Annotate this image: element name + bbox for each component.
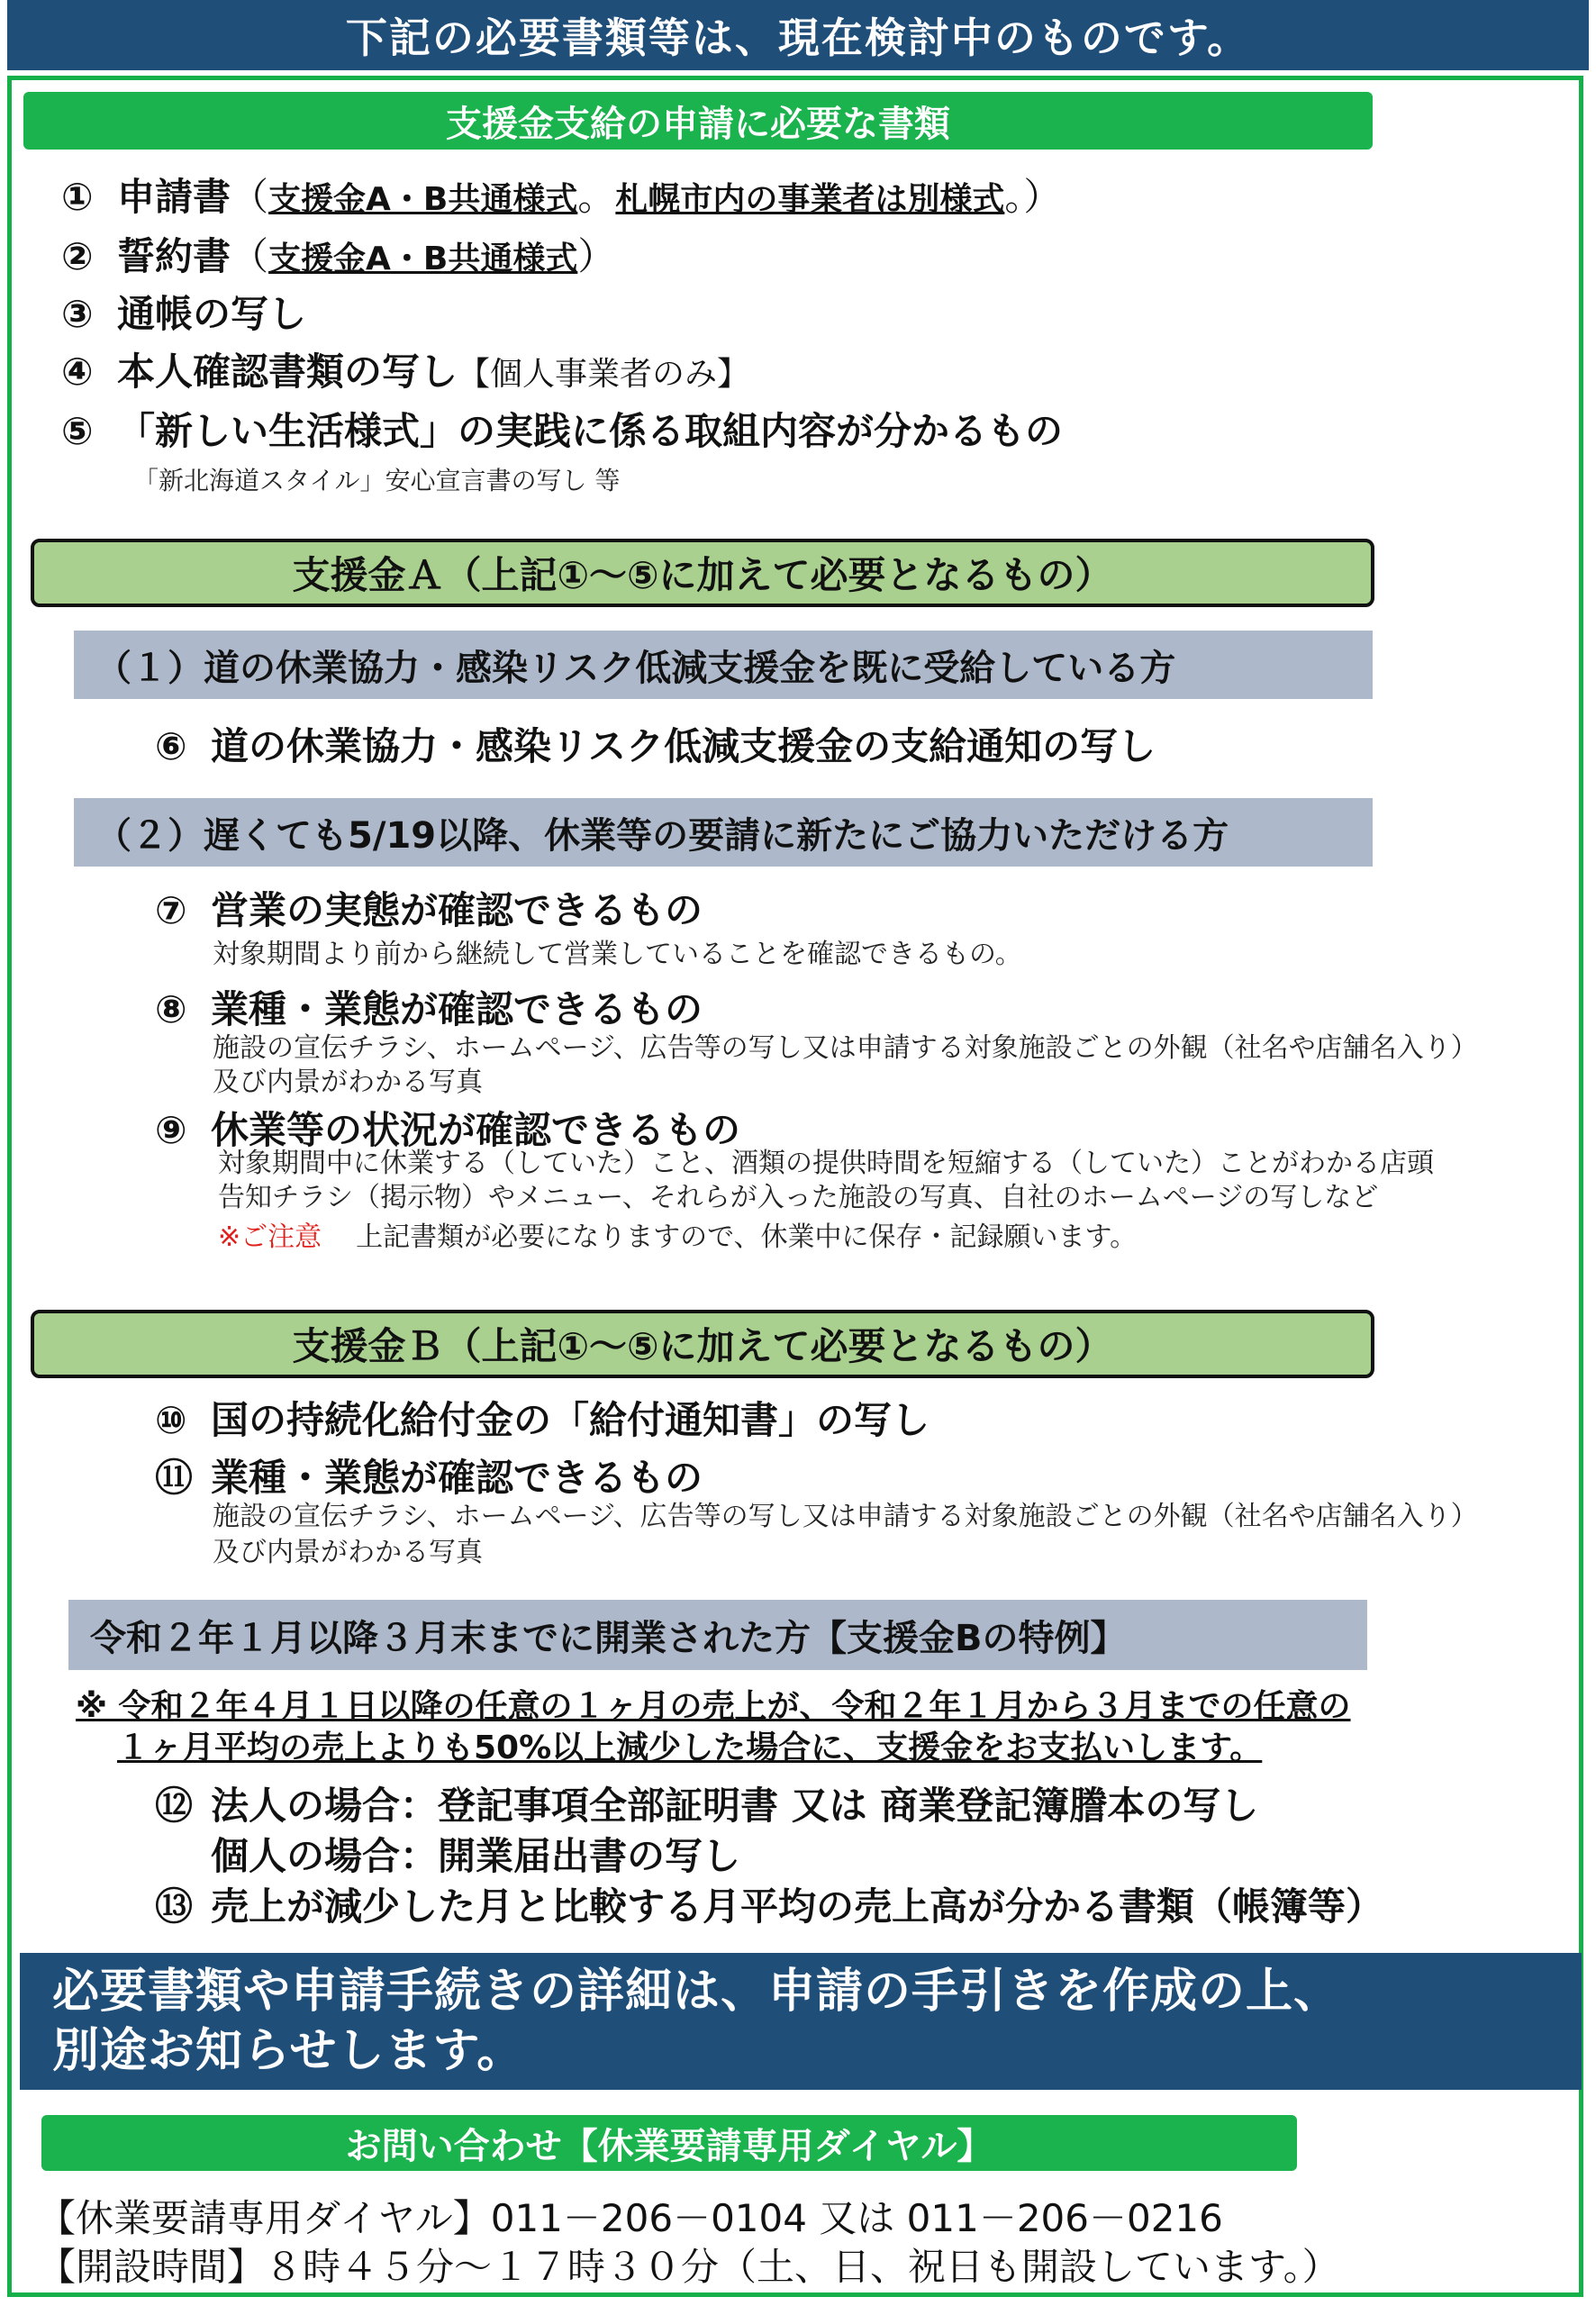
special-case-note-2: １ヶ月平均の売上よりも50%以上減少した場合に、支援金をお支払いします。 — [117, 1730, 1263, 1766]
item-2: ② 誓約書（支援金A・B共通様式） — [61, 234, 616, 278]
support-a-case2-title: （２）遅くても5/19以降、休業等の要請に新たにご協力いただける方 — [74, 798, 1373, 867]
support-b-heading: 支援金Ｂ（上記①～⑤に加えて必要となるもの） — [31, 1310, 1374, 1378]
item-1: ① 申請書（支援金A・B共通様式。札幌市内の事業者は別様式。） — [61, 175, 1062, 219]
common-docs-heading: 支援金支給の申請に必要な書類 — [23, 92, 1373, 150]
item-12: ⑫ 法人の場合：登記事項全部証明書 又は 商業登記簿謄本の写し — [155, 1784, 1259, 1828]
support-a-heading: 支援金Ａ（上記①～⑤に加えて必要となるもの） — [31, 539, 1374, 607]
details-notice-line-2: 別途お知らせします。 — [52, 2024, 525, 2078]
item-7-note: 対象期間より前から継続して営業していることを確認できるもの。 — [213, 939, 1022, 970]
item-8-note-2: 及び内景がわかる写真 — [213, 1067, 483, 1098]
contact-heading: お問い合わせ【休業要請専用ダイヤル】 — [41, 2115, 1297, 2171]
special-case-title: 令和２年１月以降３月末までに開業された方【支援金Bの特例】 — [68, 1600, 1367, 1670]
caution-label: ※ご注意 — [218, 1221, 322, 1253]
item-10: ⑩ 国の持続化給付金の「給付通知書」の写し — [155, 1398, 930, 1442]
special-case-note-1: ※ 令和２年４月１日以降の任意の１ヶ月の売上が、令和２年１月から３月までの任意の — [76, 1688, 1351, 1725]
item-11: ⑪ 業種・業態が確認できるもの — [155, 1456, 703, 1500]
item-9-note-1: 対象期間中に休業する（していた）こと、酒類の提供時間を短縮する（していた）ことがわかる店頭 — [218, 1148, 1434, 1179]
item-8-note-1: 施設の宣伝チラシ、ホームページ、広告等の写し又は申請する対象施設ごとの外観（社名や店舗名入り） — [213, 1032, 1478, 1064]
notice-banner: 下記の必要書類等は、現在検討中のものです。 — [7, 0, 1589, 70]
contact-phone-line: 【休業要請専用ダイヤル】011－206－0104 又は 011－206－0216 — [38, 2196, 1223, 2240]
support-a-case1-title: （１）道の休業協力・感染リスク低減支援金を既に受給している方 — [74, 631, 1373, 699]
item-9: ⑨ 休業等の状況が確認できるもの — [155, 1108, 741, 1152]
item-9-caution: ※ご注意 上記書類が必要になりますので、休業中に保存・記録願います。 — [218, 1221, 1138, 1253]
item-13: ⑬ 売上が減少した月と比較する月平均の売上高が分かる書類（帳簿等） — [155, 1884, 1384, 1929]
item-5-note: 「新北海道スタイル」安心宣言書の写し 等 — [133, 466, 621, 495]
item-4: ④ 本人確認書類の写し【個人事業者のみ】 — [61, 350, 750, 394]
details-notice-line-1: 必要書類や申請手続きの詳細は、申請の手引きを作成の上、 — [52, 1965, 1342, 2019]
item-8: ⑧ 業種・業態が確認できるもの — [155, 987, 703, 1031]
details-notice-panel — [20, 1953, 1582, 2090]
item-11-note-1: 施設の宣伝チラシ、ホームページ、広告等の写し又は申請する対象施設ごとの外観（社名や店舗名入り） — [213, 1501, 1478, 1532]
item-6: ⑥ 道の休業協力・感染リスク低減支援金の支給通知の写し — [155, 724, 1156, 768]
item-7: ⑦ 営業の実態が確認できるもの — [155, 888, 703, 932]
item-11-note-2: 及び内景がわかる写真 — [213, 1537, 483, 1568]
item-3: ③ 通帳の写し — [61, 292, 307, 336]
item-12-line-2: 個人の場合：開業届出書の写し — [211, 1834, 741, 1878]
item-5: ⑤ 「新しい生活様式」の実践に係る取組内容が分かるもの — [61, 409, 1064, 453]
item-9-note-2: 告知チラシ（掲示物）やメニュー、それらが入った施設の写真、自社のホームページの写しなど — [218, 1182, 1379, 1213]
contact-hours-line: 【開設時間】８時４５分～１７時３０分（土、日、祝日も開設しています。） — [38, 2245, 1340, 2289]
